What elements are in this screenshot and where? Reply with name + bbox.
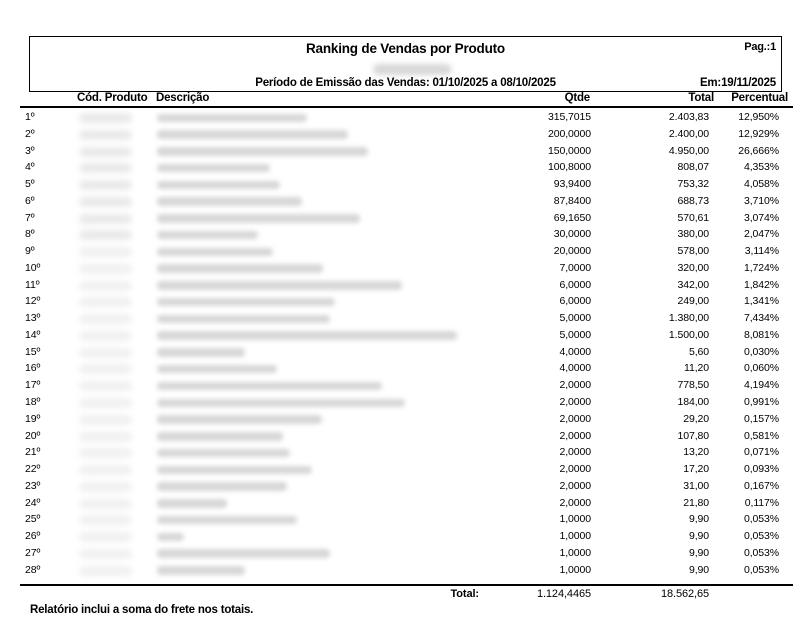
rank-cell: 7º (25, 211, 35, 224)
report-header-box (29, 36, 782, 92)
total-cell: 808,07 (677, 161, 709, 174)
product-code-redacted (79, 381, 132, 391)
table-row (0, 444, 810, 461)
percent-cell: 0,053% (743, 563, 779, 576)
product-code-redacted (79, 230, 132, 240)
total-cell: 1.380,00 (668, 312, 709, 325)
product-code-redacted (79, 549, 132, 559)
col-header-percentual: Percentual (731, 92, 788, 104)
percent-cell: 0,093% (743, 463, 779, 476)
description-redacted (157, 415, 322, 424)
percent-cell: 1,842% (743, 278, 779, 291)
product-code-redacted (79, 364, 132, 374)
table-row (0, 327, 810, 344)
product-code-redacted (79, 499, 132, 509)
percent-cell: 0,167% (743, 479, 779, 492)
rank-cell: 19º (25, 412, 41, 425)
footer-note: Relatório inclui a soma do frete nos totais. (30, 604, 254, 616)
table-row (0, 545, 810, 562)
product-code-redacted (79, 163, 132, 173)
rank-cell: 8º (25, 228, 35, 241)
description-redacted (157, 432, 283, 441)
total-cell: 9,90 (688, 513, 709, 526)
description-redacted (157, 114, 307, 123)
qtde-cell: 4,0000 (559, 345, 591, 358)
percent-cell: 1,341% (743, 295, 779, 308)
percent-cell: 12,950% (738, 111, 779, 123)
qtde-cell: 7,0000 (559, 261, 591, 274)
qtde-cell: 150,0000 (548, 144, 591, 157)
qtde-cell: 5,0000 (559, 328, 591, 341)
qtde-cell: 2,0000 (559, 429, 591, 442)
product-code-redacted (79, 247, 132, 257)
total-cell: 9,90 (688, 563, 709, 576)
table-row (0, 243, 810, 260)
product-code-redacted (79, 281, 132, 291)
product-code-redacted (79, 197, 132, 207)
table-row (0, 226, 810, 243)
table-row (0, 260, 810, 277)
table-row (0, 528, 810, 545)
percent-cell: 0,053% (743, 530, 779, 543)
col-header-codigo-produto: Cód. Produto (77, 92, 148, 104)
rank-cell: 6º (25, 194, 35, 207)
rank-cell: 9º (25, 245, 35, 258)
table-row (0, 394, 810, 411)
table-row (0, 109, 810, 126)
product-code-redacted (79, 465, 132, 475)
percent-cell: 3,074% (743, 211, 779, 224)
product-code-redacted (79, 415, 132, 425)
product-code-redacted (79, 515, 132, 525)
product-code-redacted (79, 331, 132, 341)
total-cell: 13,20 (683, 446, 709, 459)
header-divider-line (20, 106, 793, 108)
percent-cell: 2,047% (743, 228, 779, 241)
qtde-cell: 1,0000 (559, 563, 591, 576)
rank-cell: 20º (25, 429, 41, 442)
product-code-redacted (79, 448, 132, 458)
description-redacted (157, 516, 297, 525)
table-row (0, 511, 810, 528)
rank-cell: 2º (25, 127, 35, 140)
table-row (0, 344, 810, 361)
company-name-redacted (373, 64, 451, 75)
percent-cell: 0,117% (744, 496, 779, 509)
page-number: Pag.:1 (744, 41, 776, 53)
product-code-redacted (79, 113, 132, 123)
product-code-redacted (79, 398, 132, 408)
table-row (0, 310, 810, 327)
percent-cell: 4,194% (743, 379, 779, 392)
table-row (0, 210, 810, 227)
total-cell: 107,80 (677, 429, 709, 442)
rank-cell: 16º (25, 362, 41, 375)
rank-cell: 15º (25, 345, 41, 358)
total-cell: 2.400,00 (668, 127, 709, 140)
qtde-cell: 315,7015 (548, 111, 591, 123)
total-cell: 753,32 (677, 178, 709, 191)
rank-cell: 3º (25, 144, 35, 157)
description-redacted (157, 533, 184, 542)
description-redacted (157, 449, 290, 458)
description-redacted (157, 147, 368, 156)
total-cell: 4.950,00 (668, 144, 709, 157)
table-row (0, 478, 810, 495)
percent-cell: 0,157% (743, 412, 779, 425)
table-row (0, 495, 810, 512)
total-cell: 1.500,00 (668, 328, 709, 341)
description-redacted (157, 197, 302, 206)
description-redacted (157, 264, 323, 273)
qtde-cell: 2,0000 (559, 496, 591, 509)
qtde-cell: 2,0000 (559, 463, 591, 476)
total-cell: 688,73 (677, 194, 709, 207)
table-row (0, 176, 810, 193)
description-redacted (157, 298, 335, 307)
description-redacted (157, 399, 405, 408)
table-row (0, 461, 810, 478)
product-code-redacted (79, 180, 132, 190)
ranking-table-body (0, 109, 810, 578)
description-redacted (157, 281, 402, 290)
qtde-cell: 6,0000 (559, 295, 591, 308)
percent-cell: 0,581% (743, 429, 779, 442)
product-code-redacted (79, 566, 132, 576)
description-redacted (157, 248, 273, 257)
product-code-redacted (79, 482, 132, 492)
total-cell: 570,61 (677, 211, 709, 224)
percent-cell: 3,710% (743, 194, 779, 207)
qtde-cell: 93,9400 (553, 178, 591, 191)
rank-cell: 10º (25, 261, 41, 274)
rank-cell: 27º (25, 546, 41, 559)
qtde-cell: 2,0000 (559, 379, 591, 392)
description-redacted (157, 164, 270, 173)
total-divider-line (20, 584, 793, 586)
total-cell: 342,00 (677, 278, 709, 291)
table-row (0, 143, 810, 160)
table-column-headers (0, 92, 810, 106)
total-cell: 11,20 (684, 362, 709, 375)
rank-cell: 13º (25, 312, 41, 325)
description-redacted (157, 181, 280, 190)
qtde-cell: 1,0000 (559, 530, 591, 543)
total-cell: 31,00 (683, 479, 709, 492)
total-cell: 578,00 (677, 245, 709, 258)
qtde-cell: 2,0000 (559, 446, 591, 459)
description-redacted (157, 231, 258, 240)
total-cell: 29,20 (683, 412, 709, 425)
percent-cell: 0,053% (743, 513, 779, 526)
grand-total-row (0, 588, 810, 603)
qtde-cell: 87,8400 (553, 194, 591, 207)
rank-cell: 17º (25, 379, 41, 392)
rank-cell: 18º (25, 396, 41, 409)
rank-cell: 24º (25, 496, 41, 509)
total-cell: 9,90 (688, 546, 709, 559)
total-cell: 17,20 (683, 463, 709, 476)
percent-cell: 0,060% (743, 362, 779, 375)
table-row (0, 377, 810, 394)
total-cell: 5,60 (688, 345, 709, 358)
rank-cell: 26º (25, 530, 41, 543)
percent-cell: 0,071% (743, 446, 779, 459)
qtde-cell: 1,0000 (559, 513, 591, 526)
col-header-qtde: Qtde (564, 92, 590, 104)
description-redacted (157, 348, 245, 357)
table-row (0, 293, 810, 310)
rank-cell: 23º (25, 479, 41, 492)
table-row (0, 562, 810, 579)
product-code-redacted (79, 264, 132, 274)
qtde-cell: 2,0000 (559, 479, 591, 492)
qtde-cell: 4,0000 (559, 362, 591, 375)
percent-cell: 4,353% (743, 161, 779, 174)
description-redacted (157, 365, 277, 374)
qtde-cell: 69,1650 (553, 211, 591, 224)
col-header-descricao: Descrição (156, 92, 210, 104)
grand-total-qtde: 1.124,4465 (536, 588, 591, 600)
percent-cell: 0,030% (743, 345, 779, 358)
description-redacted (157, 549, 330, 558)
rank-cell: 14º (25, 328, 41, 341)
description-redacted (157, 482, 287, 491)
percent-cell: 12,929% (738, 127, 779, 140)
qtde-cell: 6,0000 (559, 278, 591, 291)
rank-cell: 11º (25, 278, 40, 291)
col-header-total: Total (688, 92, 714, 104)
total-cell: 2.403,83 (668, 111, 709, 123)
qtde-cell: 20,0000 (553, 245, 591, 258)
total-cell: 21,80 (683, 496, 709, 509)
total-cell: 9,90 (688, 530, 709, 543)
percent-cell: 8,081% (743, 328, 779, 341)
table-row (0, 360, 810, 377)
product-code-redacted (79, 214, 132, 224)
qtde-cell: 5,0000 (559, 312, 591, 325)
table-row (0, 193, 810, 210)
rank-cell: 4º (25, 161, 35, 174)
emission-date: Em:19/11/2025 (699, 77, 776, 89)
table-row (0, 428, 810, 445)
total-cell: 380,00 (677, 228, 709, 241)
qtde-cell: 30,0000 (553, 228, 591, 241)
period-label: Período de Emissão das Vendas: 01/10/2025 a 08/10/2025 (255, 77, 556, 89)
rank-cell: 5º (25, 178, 35, 191)
product-code-redacted (79, 532, 132, 542)
qtde-cell: 2,0000 (559, 396, 591, 409)
report-title: Ranking de Vendas por Produto (306, 41, 505, 56)
total-cell: 249,00 (677, 295, 709, 308)
qtde-cell: 2,0000 (559, 412, 591, 425)
percent-cell: 7,434% (743, 312, 779, 325)
rank-cell: 1º (25, 111, 35, 123)
description-redacted (157, 466, 312, 475)
product-code-redacted (79, 314, 132, 324)
product-code-redacted (79, 348, 132, 358)
rank-cell: 12º (25, 295, 41, 308)
total-cell: 778,50 (677, 379, 709, 392)
rank-cell: 28º (25, 563, 41, 576)
percent-cell: 3,114% (744, 245, 779, 258)
grand-total-value: 18.562,65 (660, 588, 709, 600)
rank-cell: 21º (25, 446, 41, 459)
qtde-cell: 1,0000 (559, 546, 591, 559)
table-row (0, 126, 810, 143)
percent-cell: 26,666% (738, 144, 779, 157)
percent-cell: 0,053% (743, 546, 779, 559)
product-code-redacted (79, 297, 132, 307)
percent-cell: 1,724% (743, 261, 779, 274)
rank-cell: 22º (25, 463, 41, 476)
description-redacted (157, 214, 360, 223)
product-code-redacted (79, 130, 132, 140)
total-cell: 184,00 (677, 396, 709, 409)
table-row (0, 277, 810, 294)
description-redacted (157, 130, 348, 139)
qtde-cell: 200,0000 (548, 127, 591, 140)
description-redacted (157, 566, 245, 575)
description-redacted (157, 331, 457, 340)
table-row (0, 159, 810, 176)
rank-cell: 25º (25, 513, 41, 526)
description-redacted (157, 499, 227, 508)
description-redacted (157, 315, 330, 324)
percent-cell: 4,058% (743, 178, 779, 191)
grand-total-label: Total: (450, 588, 479, 600)
qtde-cell: 100,8000 (548, 161, 591, 174)
percent-cell: 0,991% (743, 396, 779, 409)
product-code-redacted (79, 147, 132, 157)
table-row (0, 411, 810, 428)
total-cell: 320,00 (677, 261, 709, 274)
description-redacted (157, 382, 382, 391)
product-code-redacted (79, 432, 132, 442)
